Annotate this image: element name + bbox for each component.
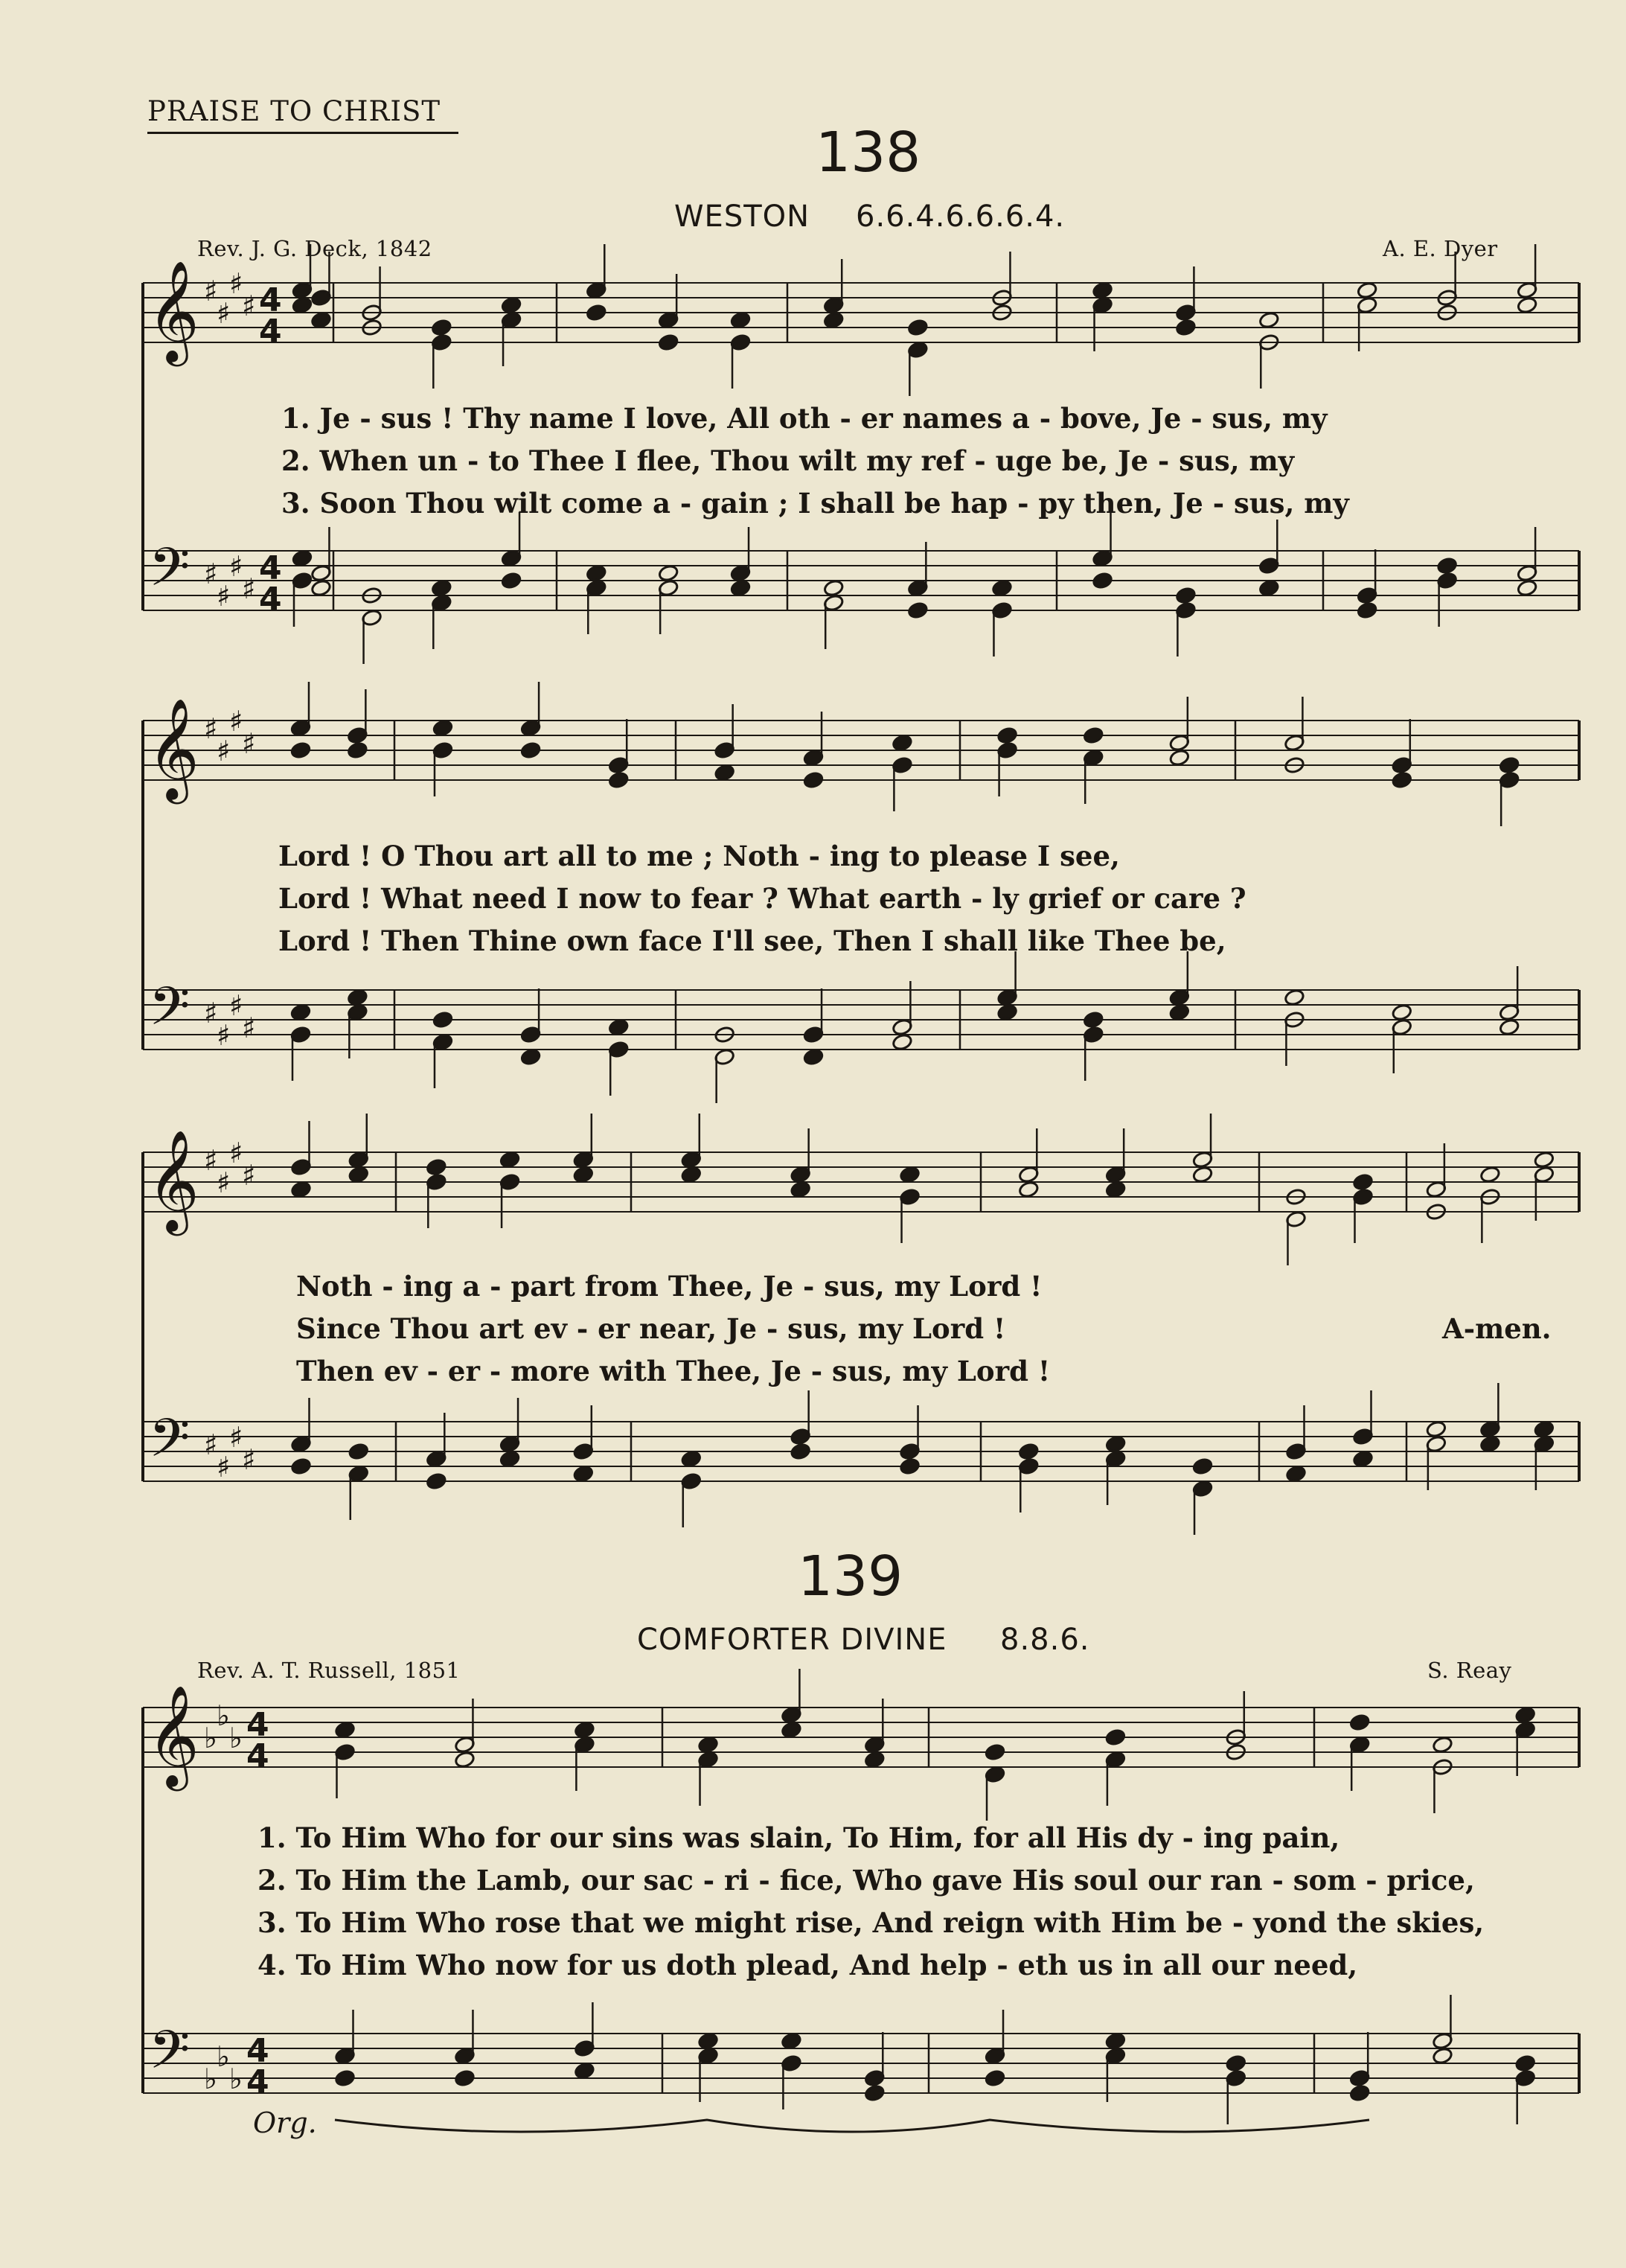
hymn-138-system-1-time-signature: 4	[259, 313, 282, 351]
hymn-139-tune-name: COMFORTER DIVINE	[637, 1623, 947, 1657]
hymn-138-system-1-key-signature: ♯	[242, 290, 256, 322]
hymn-138-composer: A. E. Dyer	[1383, 236, 1498, 261]
hymn-139-composer: S. Reay	[1427, 1658, 1512, 1683]
hymn-138-system-1-bass-chord-head	[991, 579, 1012, 597]
hymn-138-system-2-treble-chord-head	[1083, 726, 1104, 744]
hymn-138-system-2-bass-chord-head	[996, 1003, 1017, 1021]
hymn-139-system-1-key-signature: ♭	[217, 1699, 230, 1732]
hymn-139-system-1-bass-chord-head	[1105, 2032, 1126, 2050]
hymn-138-system-2-treble-chord-head	[1392, 771, 1412, 789]
hymn-139-system-1-treble-chord-head	[781, 1721, 801, 1739]
hymn-138-system-2-treble-clef: 𝄞	[147, 697, 199, 799]
hymn-138-sys1-verse-3: 3. Soon Thou wilt come a - gain ; I shall be hap - py then, Je - sus, my	[281, 487, 1349, 520]
hymn-138-sys3-verse-1: Noth - ing a - part from Thee, Je - sus, my Lord !	[296, 1270, 1043, 1303]
hymn-138-system-2-bass-clef: 𝄢	[149, 976, 191, 1050]
hymn-138-system-3-treble-chord-head	[1352, 1173, 1373, 1191]
hymn-138-system-3-bass-chord-head	[573, 1465, 594, 1483]
hymn-138-system-1-treble-chord-head	[1258, 311, 1279, 329]
hymn-138-system-3-bass-chord-head	[899, 1457, 920, 1475]
hymn-138-author: Rev. J. G. Deck, 1842	[197, 236, 432, 261]
hymn-138-system-1-bass-chord-head	[1092, 572, 1113, 590]
hymn-138-system-1-key-signature: ♯	[217, 297, 231, 330]
hymn-139-system-1-treble-chord-head	[985, 1743, 1005, 1761]
hymn-139-number: 139	[798, 1545, 903, 1609]
hymn-139-system-1-key-signature: ♭	[229, 1722, 243, 1754]
hymn-138-sys3-verse-3: Then ev - er - more with Thee, Je - sus, my Lord !	[296, 1355, 1051, 1387]
hymn-139-system-1-key-signature: ♭	[204, 1722, 217, 1754]
hymn-138-system-3-bass-chord-head	[1352, 1450, 1373, 1468]
hymn-138-system-3-bass-chord-head	[1285, 1465, 1306, 1483]
hymn-138-system-2-bass-chord-head	[1499, 1018, 1520, 1036]
hymn-138-system-2-bass-chord-head	[608, 1018, 629, 1036]
hymn-138-system-1-treble-chord-head	[730, 311, 751, 329]
hymn-138-system-1-key-signature: ♯	[242, 572, 256, 605]
hymn-138-system-2-bass-chord-head	[347, 988, 368, 1006]
hymn-138-system-2-bass-chord-head	[803, 1048, 824, 1066]
hymn-138-system-1-key-signature: ♯	[229, 550, 243, 583]
hymn-138-system-3-treble-chord-head	[681, 1166, 702, 1183]
hymn-138-system-1-bass-chord-head	[1436, 557, 1457, 575]
hymn-139-system-1-time-signature: 4	[246, 2032, 269, 2070]
hymn-138-system-1-key-signature: ♯	[229, 267, 243, 300]
hymn-139-system-1-treble-chord-head	[1515, 1706, 1536, 1724]
hymn-138-system-2-key-signature: ♯	[217, 735, 231, 767]
hymn-138-system-1-bass-chord-head	[586, 564, 606, 582]
hymn-138-system-3-bass-chord-head	[1479, 1435, 1500, 1453]
hymn-138-system-3-treble-chord-head	[573, 1166, 594, 1183]
hymn-139-system-1-treble-chord-head	[1105, 1728, 1126, 1746]
hymn-138-system-2-bass-chord-head	[432, 1011, 453, 1029]
hymn-138-sys2-verse-2: Lord ! What need I now to fear ? What earth - ly grief or care ?	[278, 882, 1246, 915]
hymn-138-system-3-treble-chord-head	[499, 1151, 520, 1169]
hymn-139-system-1-bass-chord-head	[1226, 2054, 1246, 2072]
hymn-138-system-1-bass-chord-head	[431, 579, 452, 597]
hymn-139-system-1-key-signature: ♭	[229, 2063, 243, 2095]
hymn-138-system-3-bass-chord-head	[499, 1450, 520, 1468]
hymn-138-system-3-treble-chord-head	[290, 1181, 311, 1198]
hymn-138-system-1-bass-chord-head	[310, 579, 331, 597]
hymn-138-sys1-verse-2: 2. When un - to Thee I flee, Thou wilt my ref - uge be, Je - sus, my	[281, 444, 1295, 477]
hymn-139-system-1-treble-chord-head	[1432, 1736, 1453, 1754]
hymn-138-number: 138	[816, 121, 921, 185]
hymn-138-system-1-key-signature: ♯	[204, 558, 218, 590]
hymn-138-system-1-bass-chord-head	[730, 579, 751, 597]
hymn-138-system-1-bass-chord-head	[1258, 579, 1279, 597]
hymn-138-system-2-bass-chord-head	[1284, 988, 1305, 1006]
hymn-138-system-1-bass-chord-head	[292, 549, 313, 567]
hymn-139-system-1-bass-clef: 𝄢	[149, 2019, 191, 2094]
hymn-138-sys1-verse-1: 1. Je - sus ! Thy name I love, All oth - er names a - bove, Je - sus, my	[281, 402, 1328, 435]
hymn-139-system-1-treble-chord-head	[864, 1751, 885, 1769]
hymn-138-system-3-key-signature: ♯	[242, 1443, 256, 1476]
hymn-138-system-1-treble-chord-head	[292, 296, 313, 314]
hymn-139-system-1-key-signature: ♭	[204, 2063, 217, 2095]
hymn-138-system-3-bass-chord-head	[1018, 1443, 1039, 1460]
hymn-138-system-2-bass-chord-head	[892, 1033, 912, 1051]
organ-marking: Org.	[253, 2106, 317, 2139]
hymn-138-system-1-bass-chord-head	[658, 564, 679, 582]
hymn-138-system-1-bass-chord-head	[907, 601, 928, 619]
hymn-139-system-1-bass-chord-head	[864, 2084, 885, 2102]
hymn-139-system-1-bass-chord-head	[1515, 2054, 1536, 2072]
hymn-138-system-2-treble-chord-head	[1169, 749, 1190, 767]
hymn-138-system-1-treble-chord-head	[1175, 319, 1196, 336]
hymn-138-system-1-time-signature: 4	[259, 581, 282, 619]
hymn-138-system-2-treble-chord-head	[996, 726, 1017, 744]
hymn-139-system-1-bass-chord-head	[1349, 2084, 1370, 2102]
hymn-138-system-3-bass-chord-head	[681, 1450, 702, 1468]
hymn-138-system-1-treble-chord-head	[431, 319, 452, 336]
hymn-138-system-1-time-signature: 4	[259, 281, 282, 319]
hymn-138-system-1-bass-chord-head	[823, 579, 844, 597]
hymn-139-system-1-treble-clef: 𝄞	[147, 1684, 199, 1786]
hymn-138-system-3-key-signature: ♯	[217, 1166, 231, 1199]
hymn-139-system-1-time-signature: 4	[246, 2063, 269, 2101]
hymn-138-system-3-bass-chord-head	[1105, 1435, 1126, 1453]
hymn-138-amen: A-men.	[1442, 1312, 1552, 1345]
hymn-138-system-1-treble-chord-head	[586, 304, 606, 322]
hymn-138-system-2-bass-chord-head	[1169, 1003, 1190, 1021]
hymn-139-verse-1: 1. To Him Who for our sins was slain, To Him, for all His dy - ing pain,	[257, 1821, 1340, 1854]
hymn-138-system-2-treble-chord-head	[347, 741, 368, 759]
hymn-138-system-2-key-signature: ♯	[217, 1019, 231, 1052]
hymn-138-system-2-bass-chord-head	[1083, 1011, 1104, 1029]
hymn-138-system-2-key-signature: ♯	[229, 989, 243, 1022]
hymn-139-meter: 8.8.6.	[1000, 1623, 1090, 1657]
hymn-138-system-3-bass-chord-head	[790, 1443, 810, 1460]
hymn-139-verse-4: 4. To Him Who now for us doth plead, And help - eth us in all our need,	[257, 1949, 1358, 1981]
hymn-138-system-1-treble-chord-head	[1092, 281, 1113, 299]
hymn-138-system-1-treble-chord-head	[501, 296, 522, 314]
hymn-138-system-3-bass-chord-head	[1534, 1420, 1555, 1438]
hymn-139-system-1-time-signature: 4	[246, 1706, 269, 1744]
hymn-138-system-1-key-signature: ♯	[204, 275, 218, 307]
hymn-138-system-3-treble-chord-head	[1018, 1181, 1039, 1198]
hymn-138-system-1-bass-chord-head	[1357, 601, 1377, 619]
hymn-138-system-2-key-signature: ♯	[204, 997, 218, 1029]
hymn-138-sys2-verse-3: Lord ! Then Thine own face I'll see, Then I shall like Thee be,	[278, 924, 1226, 957]
hymn-138-system-1-treble-chord-head	[310, 311, 331, 329]
hymn-138-system-3-treble-chord-head	[1479, 1166, 1500, 1183]
hymn-138-system-3-treble-chord-head	[899, 1166, 920, 1183]
hymn-138-system-1-treble-chord-head	[1357, 281, 1377, 299]
organ-pedal-tie	[335, 2120, 1369, 2132]
hymn-139-system-1-bass-chord-head	[1432, 2047, 1453, 2065]
hymn-138-system-1-treble-clef: 𝄞	[147, 259, 199, 362]
hymn-138-system-2-key-signature: ♯	[204, 712, 218, 745]
hymn-138-system-3-key-signature: ♯	[204, 1144, 218, 1177]
hymn-138-system-2-key-signature: ♯	[242, 1012, 256, 1044]
hymn-138-system-1-bass-clef: 𝄢	[149, 537, 191, 611]
hymn-138-system-2-treble-chord-head	[803, 771, 824, 789]
hymn-138-system-3-bass-chord-head	[348, 1443, 369, 1460]
hymn-138-system-3-bass-chord-head	[1192, 1457, 1213, 1475]
hymn-139-verse-3: 3. To Him Who rose that we might rise, And reign with Him be - yond the skies,	[257, 1906, 1485, 1939]
hymn-138-system-3-treble-chord-head	[790, 1181, 810, 1198]
hymn-138-system-3-treble-clef: 𝄞	[147, 1128, 199, 1231]
hymn-138-system-3-bass-clef: 𝄢	[149, 1408, 191, 1482]
hymn-138-system-1-bass-chord-head	[1175, 587, 1196, 604]
hymn-138-system-3-key-signature: ♯	[204, 1428, 218, 1461]
hymn-139-system-1-treble-chord-head	[454, 1751, 475, 1769]
hymn-138-tune-name: WESTON	[674, 199, 810, 234]
hymn-138-system-2-key-signature: ♯	[242, 727, 256, 760]
hymn-138-sys2-verse-1: Lord ! O Thou art all to me ; Noth - ing to please I see,	[278, 840, 1120, 872]
hymn-138-system-2-treble-chord-head	[290, 741, 311, 759]
hymn-139-system-1-bass-chord-head	[985, 2069, 1005, 2087]
hymn-138-system-1-treble-chord-head	[907, 319, 928, 336]
hymn-138-system-2-treble-chord-head	[892, 734, 912, 752]
hymn-139-system-1-bass-chord-head	[574, 2062, 595, 2080]
hymn-139-system-1-key-signature: ♭	[217, 2040, 230, 2073]
hymn-138-system-1-bass-chord-head	[501, 572, 522, 590]
hymn-138-system-3-treble-chord-head	[1534, 1151, 1555, 1169]
hymn-138-system-2-bass-chord-head	[1392, 1003, 1412, 1021]
hymn-138-system-3-treble-chord-head	[426, 1158, 446, 1176]
hymn-139-verse-2: 2. To Him the Lamb, our sac - ri - fice, Who gave His soul our ran - som - price,	[257, 1864, 1475, 1897]
hymn-138-system-1-time-signature: 4	[259, 549, 282, 587]
hymn-138-system-3-bass-chord-head	[290, 1457, 311, 1475]
hymn-138-system-2-treble-chord-head	[608, 771, 629, 789]
hymn-138-system-2-treble-chord-head	[432, 719, 453, 737]
hymn-138-system-3-key-signature: ♯	[242, 1159, 256, 1192]
hymn-138-system-1-bass-chord-head	[1517, 579, 1537, 597]
hymn-139-system-1-treble-chord-head	[1349, 1713, 1370, 1731]
hymn-138-system-2-key-signature: ♯	[229, 705, 243, 738]
hymn-139-system-1-bass-chord-head	[781, 2032, 801, 2050]
hymn-138-system-3-key-signature: ♯	[229, 1137, 243, 1169]
hymn-139-system-1-bass-chord-head	[697, 2032, 718, 2050]
hymn-138-system-1-treble-chord-head	[658, 333, 679, 351]
hymn-138-system-1-key-signature: ♯	[217, 580, 231, 613]
hymn-138-system-3-key-signature: ♯	[229, 1421, 243, 1454]
hymn-138-system-3-treble-chord-head	[348, 1166, 369, 1183]
hymn-138-meter: 6.6.4.6.6.6.4.	[856, 199, 1066, 234]
hymn-138-system-3-key-signature: ♯	[217, 1451, 231, 1483]
hymn-138-system-2-treble-chord-head	[520, 741, 541, 759]
hymn-138-system-3-treble-chord-head	[1105, 1181, 1126, 1198]
hymn-139-system-1-bass-chord-head	[454, 2069, 475, 2087]
hymn-138-sys3-verse-2: Since Thou art ev - er near, Je - sus, my Lord !	[296, 1312, 1006, 1345]
hymn-138-system-3-bass-chord-head	[426, 1472, 446, 1490]
hymn-138-system-3-treble-chord-head	[1192, 1166, 1213, 1183]
hymn-139-system-1-time-signature: 4	[246, 1737, 269, 1775]
hymn-138-system-3-bass-chord-head	[1426, 1420, 1447, 1438]
hymn-138-system-2-bass-chord-head	[520, 1048, 541, 1066]
hymn-139-system-1-treble-chord-head	[334, 1721, 355, 1739]
hymn-138-system-1-treble-chord-head	[823, 311, 844, 329]
hymn-139-system-1-treble-chord-head	[574, 1721, 595, 1739]
hymn-139-author: Rev. A. T. Russell, 1851	[197, 1658, 461, 1683]
hymn-139-system-1-bass-chord-head	[334, 2069, 355, 2087]
hymn-139-system-1-treble-chord-head	[697, 1736, 718, 1754]
hymn-138-system-2-bass-chord-head	[290, 1003, 311, 1021]
hymn-138-system-2-treble-chord-head	[714, 764, 734, 782]
hymn-138-system-2-treble-chord-head	[1499, 756, 1520, 774]
section-heading: PRAISE TO CHRIST	[147, 95, 441, 127]
hymn-138-system-1-treble-chord-head	[1517, 296, 1537, 314]
